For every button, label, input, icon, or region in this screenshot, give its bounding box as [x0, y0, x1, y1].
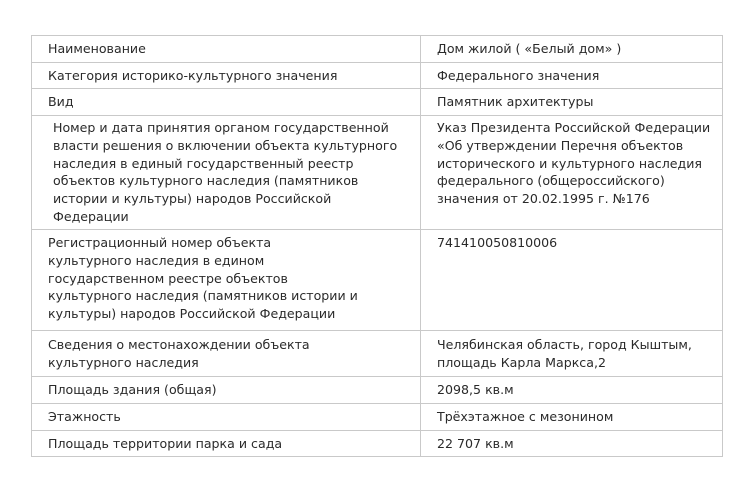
- row-label-floors: Этажность: [32, 404, 421, 431]
- table-row: [32, 36, 723, 63]
- row-label-type: Вид: [32, 89, 421, 116]
- row-value-decision: Указ Президента Российской Федерации «Об утверждении Перечня объектов исторического и культурного наследия федерального (общероссийского) значения от 20.02.1995 г. №176: [421, 116, 723, 230]
- row-value-location: Челябинская область, город Кыштым, площадь Карла Маркса,2: [421, 331, 723, 377]
- row-value-park-area: 22 707 кв.м: [421, 430, 723, 457]
- row-label-name: Наименование: [32, 36, 421, 63]
- heritage-info-table: [31, 35, 723, 457]
- row-value-building-area: 2098,5 кв.м: [421, 377, 723, 404]
- row-label-registration-number: Регистрационный номер объекта культурного наследия в едином государственном реестре объектов культурного наследия (памятников истории и культуры) народов Российской Федерации: [32, 230, 421, 331]
- row-label-building-area: Площадь здания (общая): [32, 377, 421, 404]
- row-label-location: Сведения о местонахождении объекта культурного наследия: [32, 331, 421, 377]
- table-row: [32, 89, 723, 116]
- table-row: [32, 116, 723, 230]
- table-row: [32, 62, 723, 89]
- row-label-park-area: Площадь территории парка и сада: [32, 430, 421, 457]
- row-value-floors: Трёхэтажное с мезонином: [421, 404, 723, 431]
- table-row: [32, 430, 723, 457]
- table-row: [32, 230, 723, 331]
- row-value-category: Федерального значения: [421, 62, 723, 89]
- table-row: [32, 377, 723, 404]
- table-row: [32, 404, 723, 431]
- row-label-category: Категория историко-культурного значения: [32, 62, 421, 89]
- row-label-decision: Номер и дата принятия органом государственной власти решения о включении объекта культурного наследия в единый государственный реестр объектов культурного наследия (памятников истории и культуры) народов Российской Федерации: [32, 116, 421, 230]
- row-value-type: Памятник архитектуры: [421, 89, 723, 116]
- row-value-name: Дом жилой ( «Белый дом» ): [421, 36, 723, 63]
- row-value-registration-number: 741410050810006: [421, 230, 723, 331]
- info-table-container: [31, 35, 722, 457]
- table-row: [32, 331, 723, 377]
